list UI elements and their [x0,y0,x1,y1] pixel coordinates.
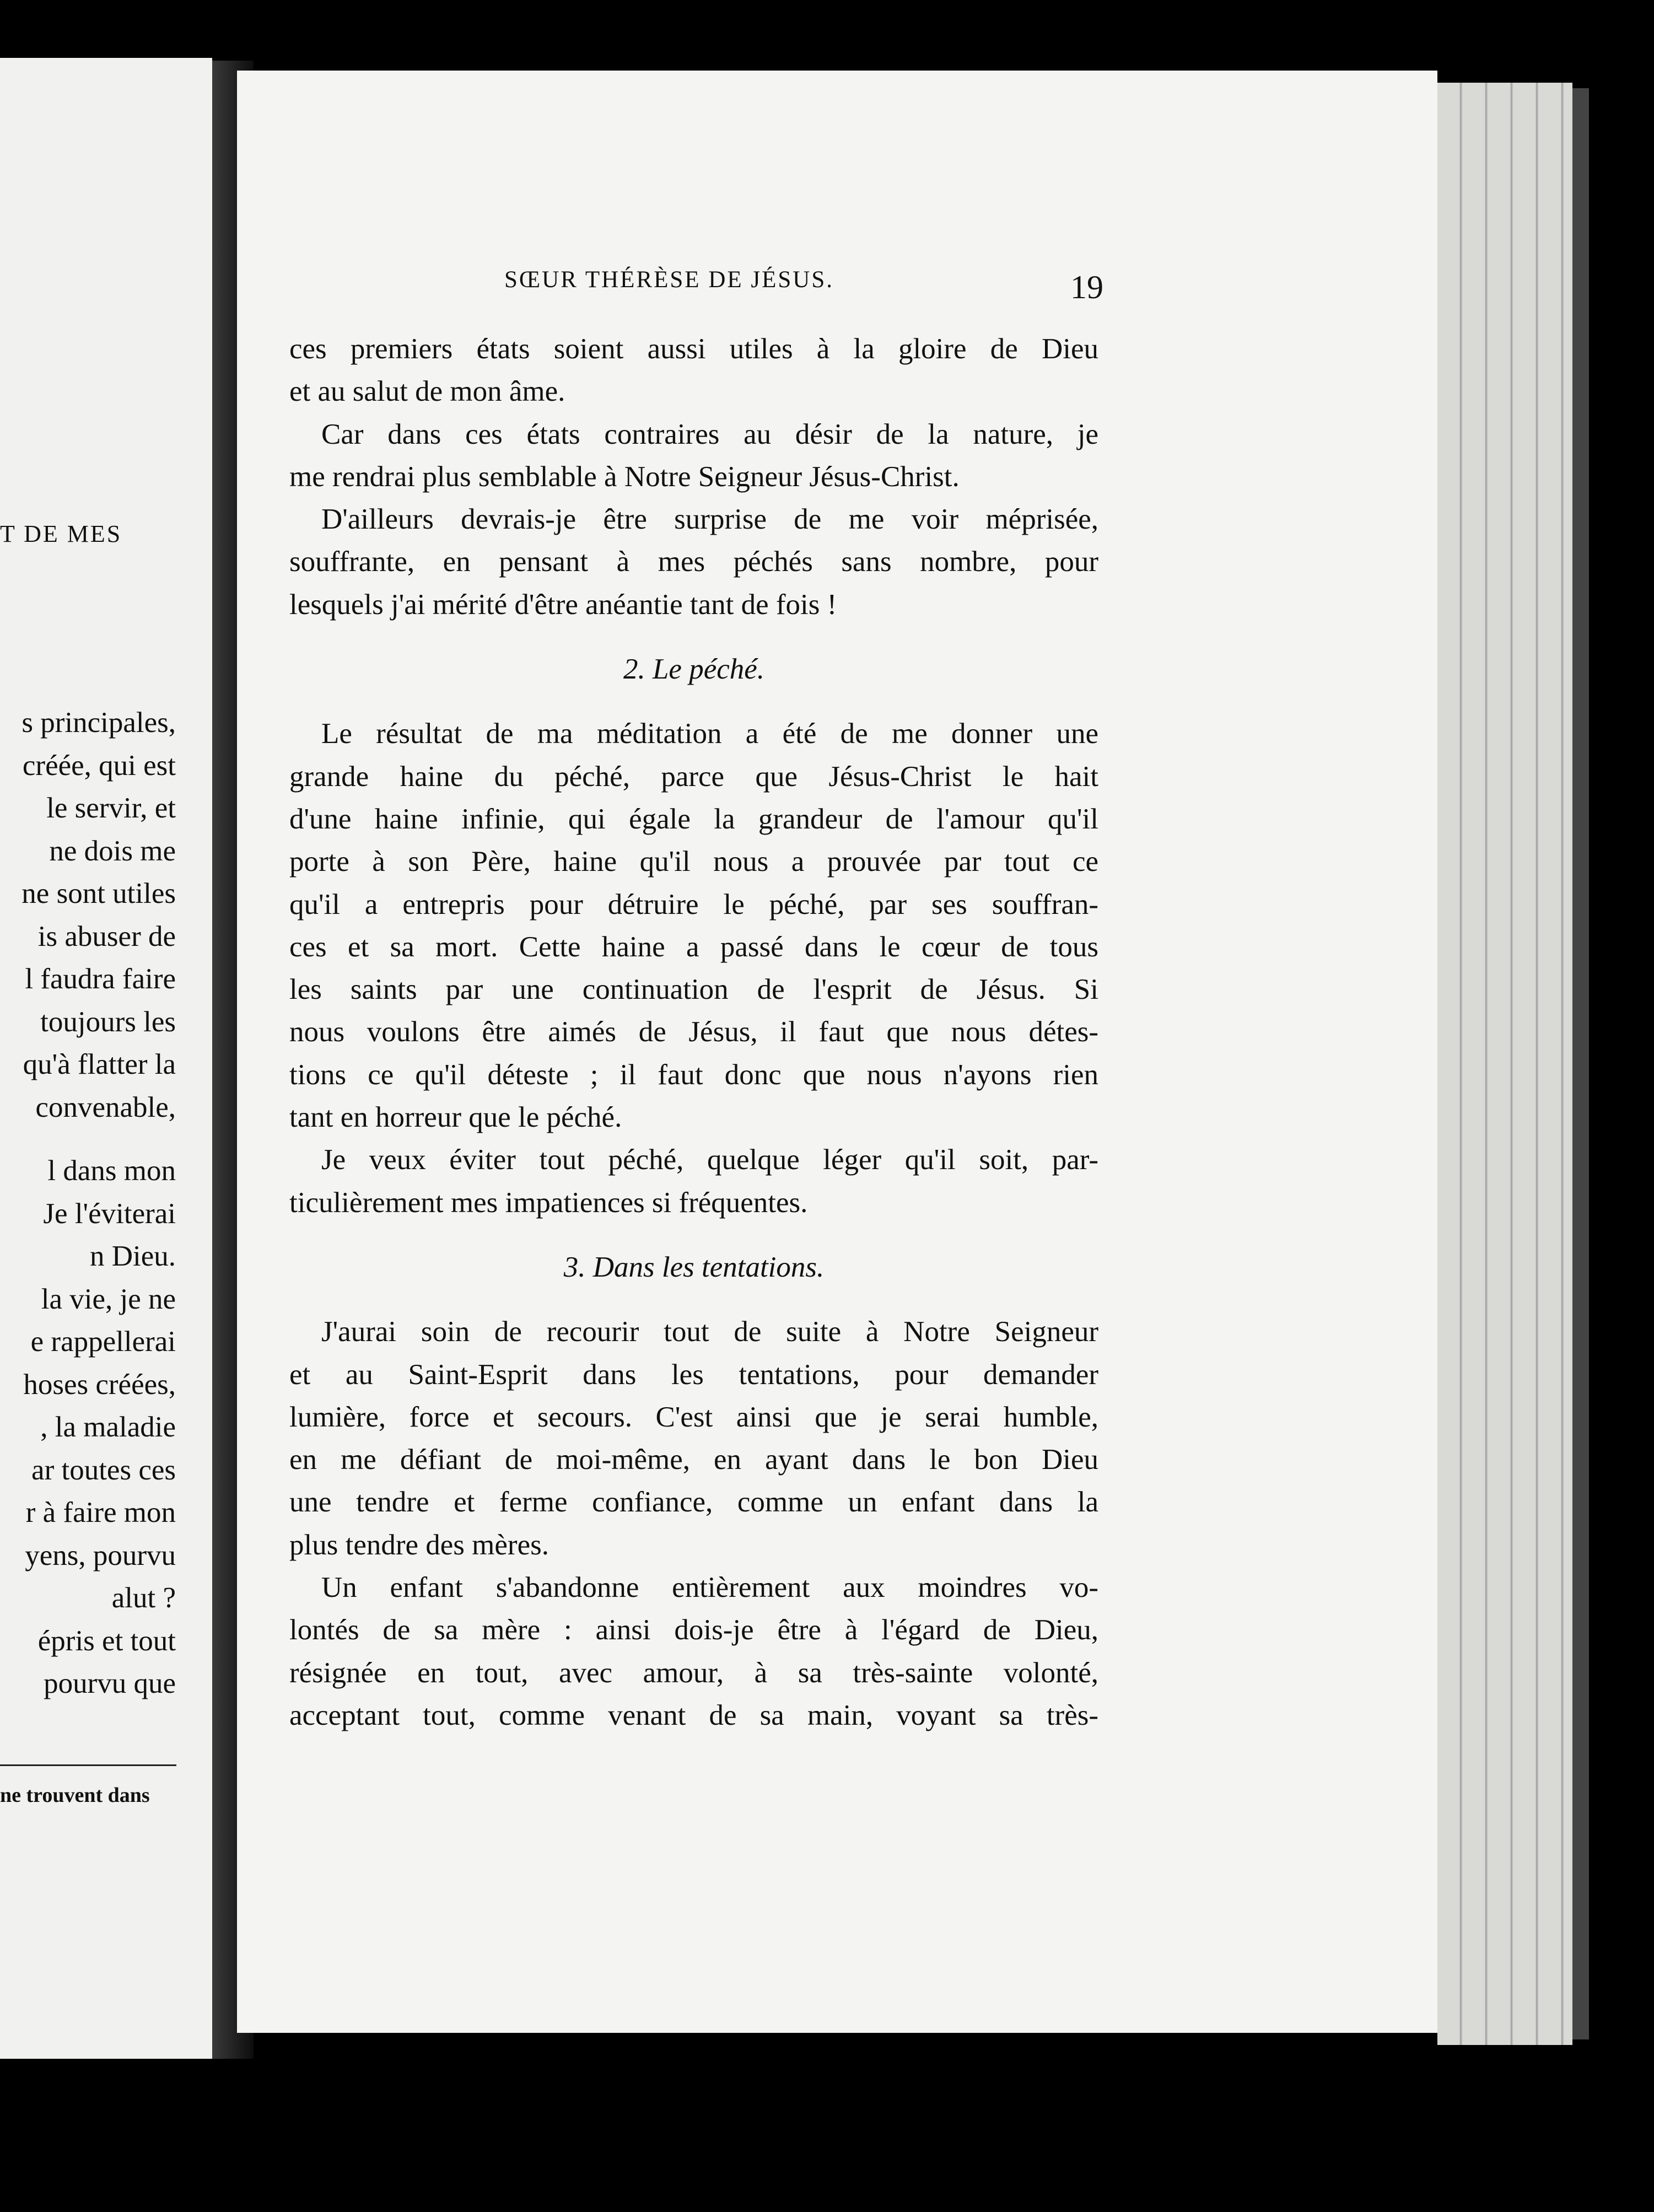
text-line: acceptant tout, comme venant de sa main, voyant sa très- [289,1699,1098,1731]
text-line: pourvu que [44,1667,176,1699]
left-page-text [21,702,176,1705]
page-number: 19 [1070,269,1103,305]
text-line: résignée en tout, avec amour, à sa très-sainte volonté, [289,1656,1098,1689]
page-edges [1437,83,1572,2045]
paragraph [289,1311,1098,1567]
footnote-rule [0,1764,176,1766]
text-line: s principales, [21,707,176,739]
text-line: Car dans ces états contraires au désir de la nature, je [321,418,1098,450]
text-line: qu'il a entrepris pour détruire le péché, par ses souffran- [289,888,1098,921]
text-line: , la maladie [40,1411,176,1443]
text-line: tant en horreur que le péché. [289,1101,622,1134]
page-edges-shadow [1572,88,1589,2039]
text-line: une tendre et ferme confiance, comme un enfant dans la [289,1486,1098,1519]
running-head: SŒUR THÉRÈSE DE JÉSUS. [504,267,834,293]
text-line: l dans mon [47,1155,176,1187]
section-title: 3. Dans les tentations. [563,1251,825,1283]
text-line: Le résultat de ma méditation a été de me donner une [321,718,1098,750]
text-line: is abuser de [37,920,176,952]
text-line: nous voulons être aimés de Jésus, il faut que nous détes- [289,1016,1098,1048]
text-line: ces premiers états soient aussi utiles à la gloire de Dieu [289,333,1098,365]
paragraph [289,498,1098,626]
left-page-header: T DE MES [0,520,122,547]
text-line: épris et tout [37,1624,176,1657]
text-line: ticulièrement mes impatiences si fréquentes. [289,1186,808,1219]
text-line: e rappellerai [30,1326,176,1358]
text-line: plus tendre des mères. [289,1529,549,1561]
text-line: toujours les [40,1005,176,1038]
line-gap [21,1129,176,1150]
text-line: hoses créées, [23,1368,176,1401]
text-line: alut ? [111,1582,176,1614]
text-line: yens, pourvu [25,1539,176,1571]
text-line: et au salut de mon âme. [289,375,565,408]
text-line: grande haine du péché, parce que Jésus-Christ le hait [289,760,1098,793]
text-line: le servir, et [46,792,176,824]
text-line: ne dois me [49,835,176,867]
text-line: souffrante, en pensant à mes péchés sans nombre, pour [289,546,1098,578]
text-line: Un enfant s'abandonne entièrement aux moindres vo- [321,1571,1098,1604]
paragraph [289,713,1098,1139]
section-title: 2. Le péché. [623,653,765,686]
text-line: ces et sa mort. Cette haine a passé dans le cœur de tous [289,930,1098,963]
text-line: convenable, [35,1091,176,1123]
text-line: J'aurai soin de recourir tout de suite à Notre Seigneur [321,1316,1098,1348]
text-line: lesquels j'ai mérité d'être anéantie tant de fois ! [289,588,837,621]
text-line: lumière, force et secours. C'est ainsi que je serai humble, [289,1401,1098,1433]
text-line: tions ce qu'il déteste ; il faut donc que nous n'ayons rien [289,1058,1098,1091]
paragraph [289,1139,1098,1224]
left-page [0,58,212,2059]
text-line: Je veux éviter tout péché, quelque léger qu'il soit, par- [321,1144,1098,1176]
text-line: porte à son Père, haine qu'il nous a prouvée par tout ce [289,846,1098,878]
text-line: la vie, je ne [41,1283,176,1315]
text-line: l faudra faire [25,963,176,995]
paragraph [289,1567,1098,1737]
text-line: n Dieu. [89,1240,176,1272]
paragraph [289,328,1098,413]
text-line: Je l'éviterai [43,1197,176,1230]
text-line: et au Saint-Esprit dans les tentations, pour demander [289,1358,1098,1391]
text-line: me rendrai plus semblable à Notre Seigneur Jésus-Christ. [289,460,960,493]
text-line: ar toutes ces [31,1454,176,1486]
paragraph [289,413,1098,499]
page-body [289,328,1098,1737]
text-line: D'ailleurs devrais-je être surprise de me voir méprisée, [321,503,1098,536]
text-line: créée, qui est [22,749,176,782]
left-page-footnote: ne trouvent dans [0,1784,150,1807]
text-line: lontés de sa mère : ainsi dois-je être à l'égard de Dieu, [289,1614,1098,1646]
text-line: en me défiant de moi-même, en ayant dans le bon Dieu [289,1444,1098,1476]
text-line: qu'à flatter la [23,1048,176,1080]
text-line: d'une haine infinie, qui égale la grandeur de l'amour qu'il [289,803,1098,835]
text-line: les saints par une continuation de l'esprit de Jésus. Si [289,973,1098,1006]
text-line: r à faire mon [25,1497,176,1529]
text-line: ne sont utiles [21,878,176,909]
